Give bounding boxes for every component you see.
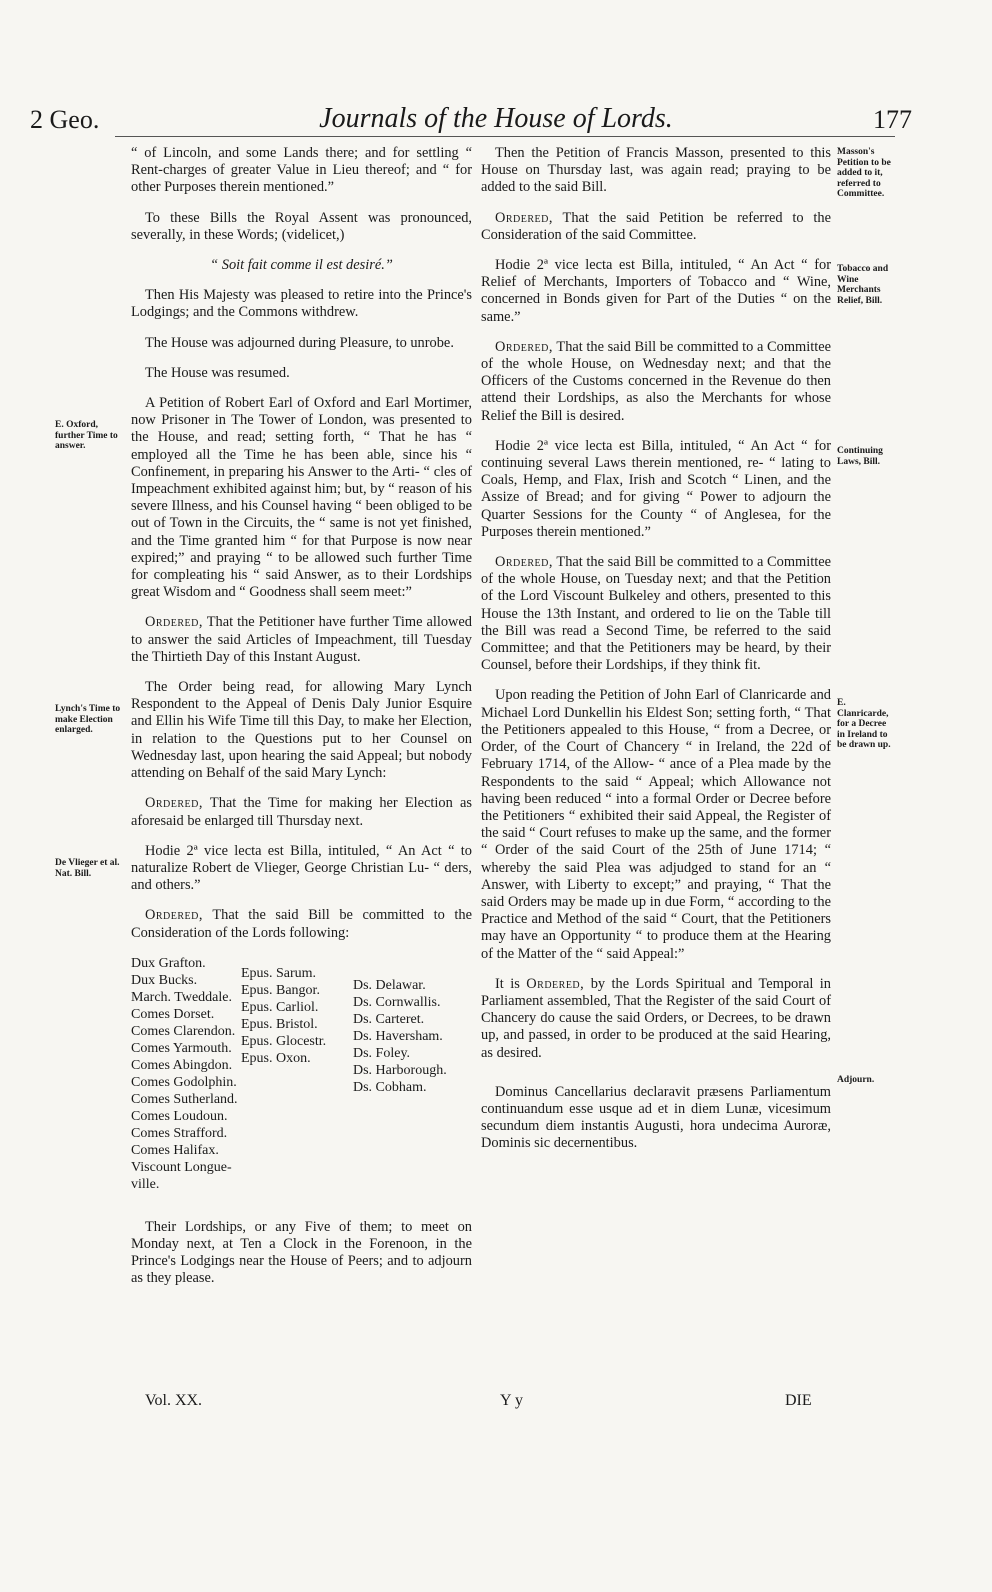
paragraph-masson: Then the Petition of Francis Masson, presented to this House on Thursday last, was again read; praying to be added to the said Bill.: [481, 145, 831, 196]
committee-lord: Epus. Bangor.: [241, 982, 320, 998]
margin-note-tobacco: Tobacco and Wine Merchants Relief, Bill.: [837, 264, 889, 306]
paragraph-clanricarde: Upon reading the Petition of John Earl of Clanricarde and Michael Lord Dunkellin his Eldest Son; setting forth, “ That the Petitioners appealed to this House, “ from a Decree, or Order, of the Court of Chancery “ in Ireland, the 22d of February 1714, of the Allow- “ ance of a Plea made by the Respondents to the said “ Appeal; which Allowance not having been reduced “ into a formal Order or Decree before the Petitioners “ exhibited their said Appeal, the Register of the said “ Court refuses to make up the same, and the former “ Order of the said Court of the 25th of June 1714; “ whereby the said Plea was adjudged to stand for an “ Answer, with Liberty to except;” and praying, “ That the said Orders may be made up in due Form, “ according to the Practice and Method of the said “ Court, that the Petitioners may have an Opportunity “ to produce them at the Hearing of the Matter of the “ said Appeal:”: [481, 687, 831, 962]
volume-label: Vol. XX.: [145, 1392, 203, 1409]
paragraph-continuing-bill: Hodie 2ª vice lecta est Billa, intituled, “ An Act “ for continuing several Laws therein mentioned, re- “ lating to Coals, Hemp, and Flax, Irish and Scotch “ Linen, and the Assize of Bread; and for giving “ Power to adjourn the Quarter Sessions for the County “ of Anglesea, for the Purposes therein mentioned.”: [481, 437, 831, 540]
committee-lords-list: [131, 955, 472, 1205]
margin-note-lynch: Lynch's Time to make Election enlarged.: [55, 704, 121, 735]
paragraph-lynch: The Order being read, for allowing Mary Lynch Respondent to the Appeal of Denis Daly Junior Esquire and Ellin his Wife Time till this Day, to make her Election, in relation to the Questions put to her Counsel on Wednesday last, upon hearing the said Appeal; but nobody attending on Behalf of the said Mary Lynch:: [131, 679, 472, 782]
paragraph-oxford-petition: A Petition of Robert Earl of Oxford and Earl Mortimer, now Prisoner in The Tower of London, was presented to the House, and read; setting forth, “ That he has “ employed all the Time he has been able, since his “ Confinement, in preparing his Answer to the Arti- “ cles of Impeachment exhibited against him; but, by “ reason of his severe Illness, and his Counsel having “ been obliged to be out of Town in the Circuits, the “ same is not yet finished, and the Time granted him “ for that Purpose is now near expired;” and praying “ to be allowed such further Time for compleating his “ said Answer, as to their Lordships great Wisdom and “ Goodness shall seem meet:”: [131, 395, 472, 601]
committee-lord: Comes Loudoun.: [131, 1108, 228, 1124]
signature-mark: Y y: [500, 1392, 523, 1409]
committee-lord: Epus. Oxon.: [241, 1050, 311, 1066]
committee-lord: Comes Halifax.: [131, 1142, 219, 1158]
committee-lord: Viscount Longue-: [131, 1159, 232, 1175]
margin-note-masson: Masson's Petition to be added to it, referred to Committee.: [837, 147, 891, 199]
order-text: That the said Petition be referred to the Consideration of the said Committee.: [481, 209, 831, 243]
order-text: That the Time for making her Election as aforesaid be enlarged till Thursday next.: [131, 795, 472, 829]
committee-lord: Comes Strafford.: [131, 1125, 228, 1141]
committee-lord: Ds. Haversham.: [353, 1028, 443, 1044]
committee-lord: Comes Sutherland.: [131, 1091, 238, 1107]
ordered-label: Ordered,: [145, 907, 203, 924]
margin-note-clanricarde: E. Clanricarde, for a Decree in Ireland to be drawn up.: [837, 698, 891, 750]
committee-lord: Dux Grafton.: [131, 955, 206, 971]
order-paragraph: [481, 210, 831, 244]
paragraph-committee-meeting: Their Lordships, or any Five of them; to meet on Monday next, at Ten a Clock in the Forenoon, in the Prince's Lodgings near the House of Peers; and to adjourn as they please.: [131, 1218, 472, 1287]
left-column: [131, 145, 472, 1301]
order-paragraph: [131, 907, 472, 941]
committee-lord: Ds. Delawar.: [353, 977, 426, 993]
header-rule: [115, 136, 895, 137]
order-text: That the said Bill be committed to a Committee of the whole House, on Wednesday next; and that the Officers of the Customs concerned in the Revenue do then attend their Lordships, as also the Merchants for whose Relief the Bill is desired.: [481, 338, 832, 424]
order-paragraph: [481, 554, 831, 674]
paragraph: Then His Majesty was pleased to retire into the Prince's Lodgings; and the Commons withdrew.: [131, 287, 472, 321]
committee-lord: Comes Dorset.: [131, 1006, 215, 1022]
order-text: That the said Bill be committed to a Committee of the whole House, on Tuesday next; and that the Petition of the Lord Viscount Bulkeley and others, presented to this House the 13th Instant, and ordered to lie on the Table till the Bill was read a Second Time, be referred to the said Committee; and that the Petitioners may be heard, by their Counsel, before their Lordships, if they think fit.: [481, 554, 832, 674]
committee-lord: Ds. Cornwallis.: [353, 994, 441, 1010]
lords-column-bishops: [241, 965, 326, 1067]
ordered-label: Ordered,: [145, 614, 203, 631]
committee-lord: Dux Bucks.: [131, 972, 198, 988]
committee-lord: Epus. Glocestr.: [241, 1033, 327, 1049]
order-paragraph: [131, 614, 472, 666]
margin-note-continuing: Continuing Laws, Bill.: [837, 446, 883, 467]
ordered-label: Ordered,: [495, 209, 553, 226]
committee-lord: Comes Clarendon.: [131, 1023, 236, 1039]
right-column: [481, 145, 831, 1166]
page-title: Journals of the House of Lords.: [319, 103, 673, 134]
paragraph: The House was resumed.: [145, 364, 290, 381]
order-text: by the Lords Spiritual and Temporal in Parliament assembled, That the Register of the said Court of Chancery do cause the said Orders, or Decrees, to be drawn up, and passed, in order to be produced at the said Hearing, as desired.: [481, 975, 832, 1061]
order-text: That the Petitioner have further Time allowed to answer the said Articles of Impeachment, till Tuesday the Thirtieth Day of this Instant August.: [131, 614, 473, 665]
ordered-label: Ordered,: [145, 795, 203, 812]
committee-lord: ville.: [131, 1176, 160, 1192]
committee-lord: Ds. Harborough.: [353, 1062, 447, 1078]
committee-lord: Comes Yarmouth.: [131, 1040, 232, 1056]
committee-lord: Epus. Carliol.: [241, 999, 319, 1015]
ordered-label: Ordered,: [526, 975, 585, 992]
committee-lord: Comes Abingdon.: [131, 1057, 233, 1073]
lords-column-barons: [353, 977, 447, 1096]
paragraph: The House was adjourned during Pleasure, to unrobe.: [145, 334, 454, 351]
margin-note-oxford: E. Oxford, further Time to answer.: [55, 420, 118, 451]
royal-assent-formula: “ Soit fait comme il est desiré.”: [210, 257, 393, 274]
catchword: DIE: [785, 1392, 812, 1409]
order-paragraph: [131, 795, 472, 829]
committee-lord: Comes Godolphin.: [131, 1074, 237, 1090]
paragraph-adjournment: Dominus Cancellarius declaravit præsens Parliamentum continuandum esse usque ad et in diem Lunæ, vicesimum secundum diem instantis Augusti, hora undecima Auroræ, Dominis sic decernentibus.: [481, 1083, 831, 1152]
page-number: 177: [873, 105, 912, 134]
margin-note-vlieger: De Vlieger et al. Nat. Bill.: [55, 858, 120, 879]
committee-lord: Ds. Foley.: [353, 1045, 411, 1061]
paragraph-vlieger-bill: Hodie 2ª vice lecta est Billa, intituled, “ An Act “ to naturalize Robert de Vlieger, George Christian Lu- “ ders, and others.”: [131, 842, 472, 894]
order-text: That the said Bill be committed to the Consideration of the Lords following:: [131, 907, 472, 941]
order-prefix: It is: [495, 975, 520, 992]
margin-note-adjourn: Adjourn.: [837, 1075, 875, 1085]
committee-lord: Epus. Sarum.: [241, 965, 317, 981]
paragraph: To these Bills the Royal Assent was pronounced, severally, in these Words; (videlicet,): [131, 209, 472, 243]
committee-lord: March. Tweddale.: [131, 989, 233, 1005]
lords-column-temporal: [131, 955, 238, 1193]
ordered-label: Ordered,: [495, 554, 553, 571]
committee-lord: Epus. Bristol.: [241, 1016, 318, 1032]
committee-lord: Ds. Carteret.: [353, 1011, 425, 1027]
paragraph: “ of Lincoln, and some Lands there; and for settling “ Rent-charges of greater Value in Lieu thereof; and “ for other Purposes therein mentioned.”: [131, 145, 472, 196]
regnal-year: 2 Geo.: [30, 105, 100, 134]
ordered-label: Ordered,: [495, 338, 553, 355]
order-paragraph: [481, 976, 831, 1062]
paragraph-tobacco-bill: Hodie 2ª vice lecta est Billa, intituled, “ An Act “ for Relief of Merchants, Importers of Tobacco and “ Wine, concerned in Bonds given for Part of the Duties “ on the same.”: [481, 257, 831, 325]
order-paragraph: [481, 339, 831, 425]
committee-lord: Ds. Cobham.: [353, 1079, 427, 1095]
